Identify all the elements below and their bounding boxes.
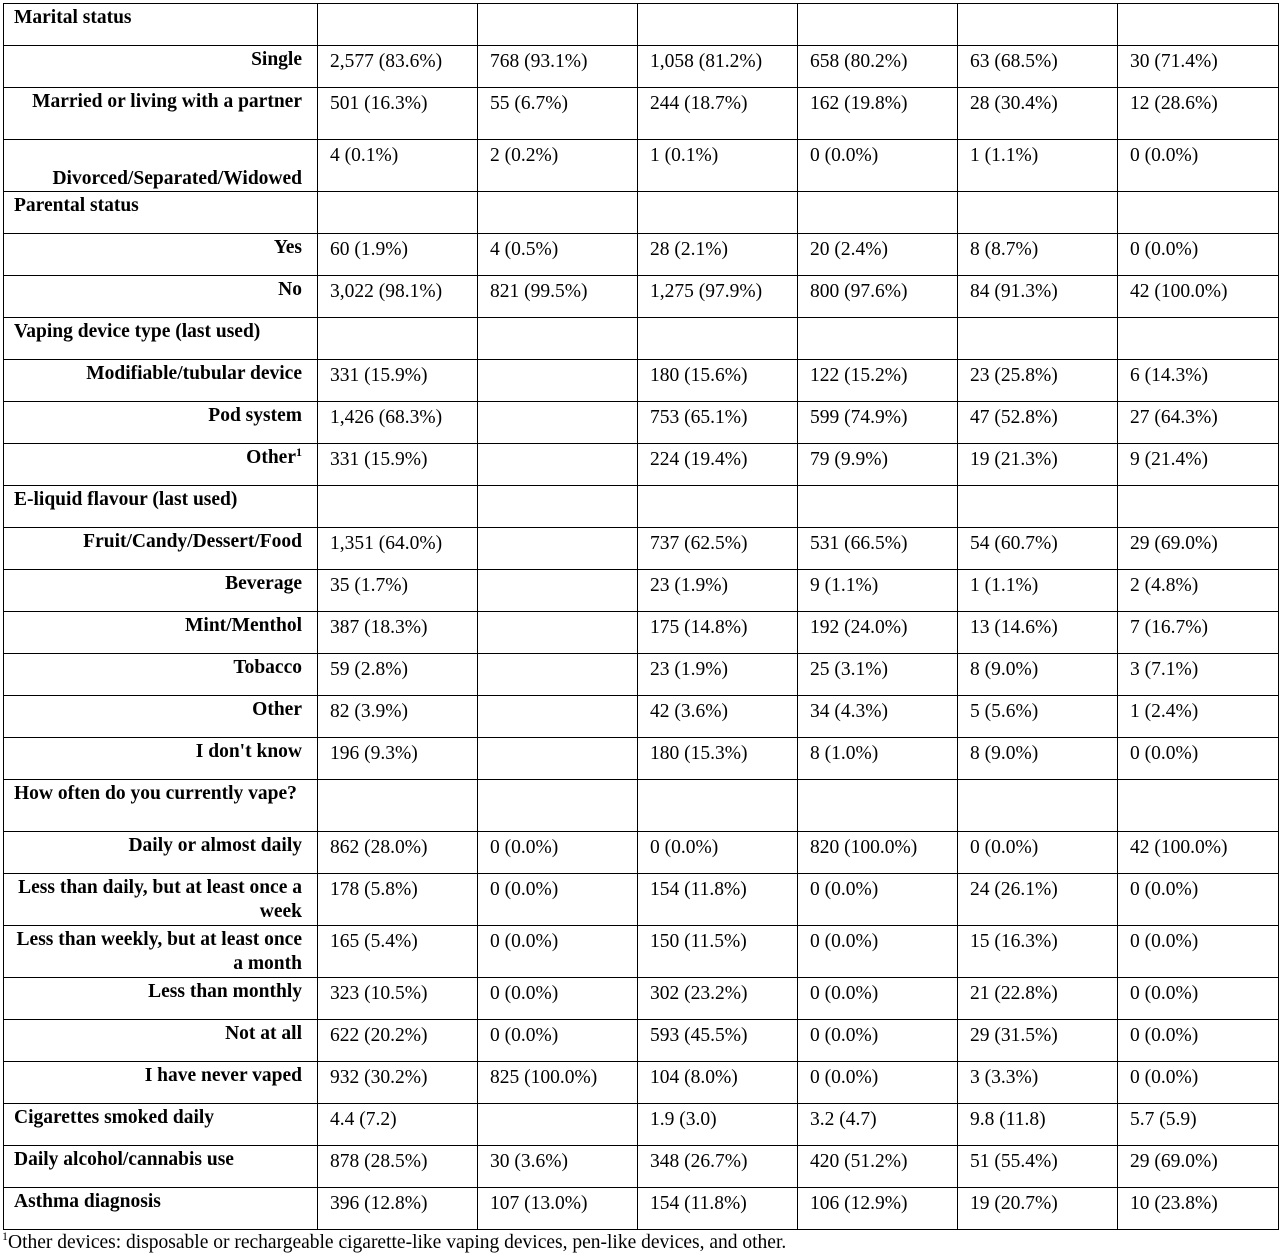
table-cell (638, 318, 798, 360)
table-cell: 35 (1.7%) (318, 570, 478, 612)
row-label-text: E-liquid flavour (last used) (14, 489, 238, 510)
data-table (3, 3, 1279, 1230)
row-label (4, 738, 318, 780)
table-cell: 55 (6.7%) (478, 88, 638, 140)
table-cell: 0 (0.0%) (1118, 140, 1279, 192)
table-cell (318, 486, 478, 528)
table-cell (798, 318, 958, 360)
table-cell: 0 (0.0%) (1118, 1062, 1279, 1104)
footnote-reference: 1 (296, 445, 302, 459)
row-label-text: Married or living with a partner (32, 91, 302, 112)
table-cell (478, 738, 638, 780)
row-label (4, 88, 318, 140)
table-cell: 737 (62.5%) (638, 528, 798, 570)
row-label-text: Yes (273, 237, 302, 258)
table-cell: 0 (0.0%) (1118, 1020, 1279, 1062)
table-row (4, 832, 1279, 874)
table-cell: 104 (8.0%) (638, 1062, 798, 1104)
row-label (4, 696, 318, 738)
row-label (4, 4, 318, 46)
table-cell: 501 (16.3%) (318, 88, 478, 140)
row-label-text: How often do you currently vape? (14, 783, 297, 804)
row-label (4, 192, 318, 234)
table-cell: 19 (20.7%) (958, 1188, 1118, 1230)
table-cell: 331 (15.9%) (318, 360, 478, 402)
table-cell: 9 (21.4%) (1118, 444, 1279, 486)
table-cell (478, 402, 638, 444)
table-cell: 244 (18.7%) (638, 88, 798, 140)
table-cell (478, 528, 638, 570)
table-cell: 1,275 (97.9%) (638, 276, 798, 318)
table-cell: 4 (0.1%) (318, 140, 478, 192)
table-cell: 29 (31.5%) (958, 1020, 1118, 1062)
table-cell: 178 (5.8%) (318, 874, 478, 926)
table-cell: 4.4 (7.2) (318, 1104, 478, 1146)
table-cell (318, 4, 478, 46)
table-cell (478, 780, 638, 832)
row-label (4, 1062, 318, 1104)
table-cell: 821 (99.5%) (478, 276, 638, 318)
row-label (4, 874, 318, 926)
table-cell (798, 780, 958, 832)
table-cell: 1,058 (81.2%) (638, 46, 798, 88)
table-cell: 63 (68.5%) (958, 46, 1118, 88)
table-cell: 862 (28.0%) (318, 832, 478, 874)
row-label (4, 528, 318, 570)
table-cell: 30 (71.4%) (1118, 46, 1279, 88)
row-label (4, 486, 318, 528)
table-cell: 1 (2.4%) (1118, 696, 1279, 738)
row-label-text: Divorced/Separated/Widowed (52, 168, 302, 189)
table-cell (1118, 318, 1279, 360)
table-cell: 10 (23.8%) (1118, 1188, 1279, 1230)
row-label-text: Fruit/Candy/Dessert/Food (83, 531, 302, 552)
table-row (4, 696, 1279, 738)
table-cell: 180 (15.6%) (638, 360, 798, 402)
table-row (4, 654, 1279, 696)
table-cell: 0 (0.0%) (1118, 234, 1279, 276)
table-cell (478, 192, 638, 234)
table-cell: 0 (0.0%) (798, 978, 958, 1020)
table-cell: 323 (10.5%) (318, 978, 478, 1020)
table-cell (318, 318, 478, 360)
table-cell: 0 (0.0%) (798, 874, 958, 926)
table-cell: 1 (1.1%) (958, 140, 1118, 192)
table-cell (798, 486, 958, 528)
row-label (4, 1146, 318, 1188)
table-cell: 0 (0.0%) (798, 1062, 958, 1104)
row-label (4, 444, 318, 486)
table-cell: 42 (100.0%) (1118, 276, 1279, 318)
table-cell: 42 (3.6%) (638, 696, 798, 738)
table-cell (478, 444, 638, 486)
row-label (4, 570, 318, 612)
table-cell: 162 (19.8%) (798, 88, 958, 140)
table-cell: 2 (0.2%) (478, 140, 638, 192)
table-cell (958, 318, 1118, 360)
table-cell: 180 (15.3%) (638, 738, 798, 780)
row-label-text: Tobacco (233, 657, 302, 678)
row-label (4, 978, 318, 1020)
table-row (4, 528, 1279, 570)
table-cell: 29 (69.0%) (1118, 528, 1279, 570)
table-cell: 23 (25.8%) (958, 360, 1118, 402)
row-label (4, 1188, 318, 1230)
row-label-text: Marital status (14, 7, 132, 28)
row-label-text: Modifiable/tubular device (86, 363, 302, 384)
table-cell: 0 (0.0%) (478, 926, 638, 978)
table-section-row (4, 1104, 1279, 1146)
table-cell: 2,577 (83.6%) (318, 46, 478, 88)
table-cell: 27 (64.3%) (1118, 402, 1279, 444)
table-cell: 0 (0.0%) (478, 1020, 638, 1062)
table-row (4, 1062, 1279, 1104)
table-cell: 932 (30.2%) (318, 1062, 478, 1104)
table-cell: 768 (93.1%) (478, 46, 638, 88)
table-cell: 175 (14.8%) (638, 612, 798, 654)
row-label (4, 46, 318, 88)
row-label-text: I have never vaped (144, 1065, 302, 1086)
table-cell (478, 486, 638, 528)
table-cell: 6 (14.3%) (1118, 360, 1279, 402)
table-section-row (4, 318, 1279, 360)
table-section-row (4, 780, 1279, 832)
table-cell: 9 (1.1%) (798, 570, 958, 612)
table-row (4, 234, 1279, 276)
row-label-text: Single (251, 49, 302, 70)
table-cell (638, 4, 798, 46)
table-cell: 28 (2.1%) (638, 234, 798, 276)
row-label-text: Pod system (208, 405, 302, 426)
table-cell: 23 (1.9%) (638, 570, 798, 612)
table-cell (1118, 486, 1279, 528)
row-label-text: Other (246, 447, 296, 468)
table-cell: 531 (66.5%) (798, 528, 958, 570)
table-cell: 224 (19.4%) (638, 444, 798, 486)
table-cell: 24 (26.1%) (958, 874, 1118, 926)
table-section-row (4, 1146, 1279, 1188)
table-cell: 3 (3.3%) (958, 1062, 1118, 1104)
row-label (4, 234, 318, 276)
table-cell: 7 (16.7%) (1118, 612, 1279, 654)
table-cell: 0 (0.0%) (478, 874, 638, 926)
table-cell (478, 360, 638, 402)
table-cell: 8 (9.0%) (958, 738, 1118, 780)
row-label-text: Daily or almost daily (128, 835, 302, 856)
table-cell (958, 780, 1118, 832)
row-label-text: Vaping device type (last used) (14, 321, 261, 342)
table-row (4, 1020, 1279, 1062)
table-cell: 622 (20.2%) (318, 1020, 478, 1062)
table-cell: 192 (24.0%) (798, 612, 958, 654)
table-cell (798, 192, 958, 234)
table-cell: 0 (0.0%) (958, 832, 1118, 874)
table-cell: 20 (2.4%) (798, 234, 958, 276)
table-cell: 387 (18.3%) (318, 612, 478, 654)
table-row (4, 444, 1279, 486)
row-label-text: Less than weekly, but at least once a month (16, 929, 302, 974)
table-cell (638, 486, 798, 528)
table-cell: 122 (15.2%) (798, 360, 958, 402)
table-cell (478, 654, 638, 696)
row-label-text: Cigarettes smoked daily (14, 1107, 215, 1128)
table-cell: 13 (14.6%) (958, 612, 1118, 654)
table-cell: 396 (12.8%) (318, 1188, 478, 1230)
table-cell (1118, 192, 1279, 234)
table-cell (798, 4, 958, 46)
row-label (4, 360, 318, 402)
table-cell: 9.8 (11.8) (958, 1104, 1118, 1146)
table-cell (478, 612, 638, 654)
table-row (4, 926, 1279, 978)
table-cell (318, 192, 478, 234)
table-cell (958, 486, 1118, 528)
table-cell: 658 (80.2%) (798, 46, 958, 88)
table-cell: 165 (5.4%) (318, 926, 478, 978)
row-label (4, 780, 318, 832)
table-cell: 800 (97.6%) (798, 276, 958, 318)
table-cell: 12 (28.6%) (1118, 88, 1279, 140)
table-cell: 348 (26.7%) (638, 1146, 798, 1188)
table-cell: 15 (16.3%) (958, 926, 1118, 978)
table-cell: 54 (60.7%) (958, 528, 1118, 570)
table-cell: 82 (3.9%) (318, 696, 478, 738)
table-section-row (4, 4, 1279, 46)
table-cell: 51 (55.4%) (958, 1146, 1118, 1188)
table-cell: 8 (1.0%) (798, 738, 958, 780)
row-label-text: Mint/Menthol (185, 615, 302, 636)
table-cell: 420 (51.2%) (798, 1146, 958, 1188)
table-cell: 0 (0.0%) (478, 978, 638, 1020)
row-label (4, 926, 318, 978)
table-cell: 1,351 (64.0%) (318, 528, 478, 570)
row-label-text: Daily alcohol/cannabis use (14, 1149, 234, 1170)
table-cell (958, 192, 1118, 234)
table-cell: 5.7 (5.9) (1118, 1104, 1279, 1146)
row-label (4, 140, 318, 192)
row-label (4, 318, 318, 360)
table-row (4, 140, 1279, 192)
table-cell: 154 (11.8%) (638, 1188, 798, 1230)
table-cell (1118, 780, 1279, 832)
table-cell: 60 (1.9%) (318, 234, 478, 276)
table-cell: 8 (8.7%) (958, 234, 1118, 276)
table-cell: 34 (4.3%) (798, 696, 958, 738)
table-cell: 30 (3.6%) (478, 1146, 638, 1188)
row-label-text: Other (252, 699, 302, 720)
table-cell (958, 4, 1118, 46)
table-cell: 878 (28.5%) (318, 1146, 478, 1188)
table-section-row (4, 192, 1279, 234)
table-cell: 106 (12.9%) (798, 1188, 958, 1230)
row-label (4, 654, 318, 696)
table-row (4, 874, 1279, 926)
table-cell: 1,426 (68.3%) (318, 402, 478, 444)
table-row (4, 612, 1279, 654)
table-section-row (4, 1188, 1279, 1230)
row-label (4, 1020, 318, 1062)
table-cell: 84 (91.3%) (958, 276, 1118, 318)
table-cell: 4 (0.5%) (478, 234, 638, 276)
table-cell: 42 (100.0%) (1118, 832, 1279, 874)
table-cell (318, 780, 478, 832)
table-cell: 753 (65.1%) (638, 402, 798, 444)
row-label (4, 276, 318, 318)
table-cell: 302 (23.2%) (638, 978, 798, 1020)
row-label-text: Less than daily, but at least once a week (18, 877, 302, 922)
table-cell (478, 1104, 638, 1146)
row-label-text: Less than monthly (148, 981, 302, 1002)
table-cell (638, 192, 798, 234)
table-cell (478, 570, 638, 612)
footnote (2, 1231, 786, 1255)
table-cell: 2 (4.8%) (1118, 570, 1279, 612)
table-cell: 1 (0.1%) (638, 140, 798, 192)
row-label (4, 612, 318, 654)
table-cell: 107 (13.0%) (478, 1188, 638, 1230)
table-row (4, 276, 1279, 318)
table-cell: 0 (0.0%) (478, 832, 638, 874)
table-cell: 28 (30.4%) (958, 88, 1118, 140)
table-row (4, 88, 1279, 140)
table-cell: 593 (45.5%) (638, 1020, 798, 1062)
table-cell: 3.2 (4.7) (798, 1104, 958, 1146)
table-cell: 79 (9.9%) (798, 444, 958, 486)
table-row (4, 978, 1279, 1020)
table-cell: 8 (9.0%) (958, 654, 1118, 696)
table-cell: 0 (0.0%) (798, 926, 958, 978)
table-body (4, 4, 1279, 1230)
table-cell: 29 (69.0%) (1118, 1146, 1279, 1188)
table-row (4, 46, 1279, 88)
footnote-marker: 1 (2, 1229, 8, 1243)
row-label (4, 1104, 318, 1146)
table-cell: 0 (0.0%) (798, 1020, 958, 1062)
table-cell: 196 (9.3%) (318, 738, 478, 780)
row-label-text: No (278, 279, 302, 300)
row-label-text: Not at all (225, 1023, 302, 1044)
table-cell: 3 (7.1%) (1118, 654, 1279, 696)
table-cell: 0 (0.0%) (1118, 978, 1279, 1020)
table-row (4, 738, 1279, 780)
table-cell (478, 4, 638, 46)
table-cell (1118, 4, 1279, 46)
table-cell: 154 (11.8%) (638, 874, 798, 926)
table-cell: 825 (100.0%) (478, 1062, 638, 1104)
table-cell: 0 (0.0%) (1118, 738, 1279, 780)
table-cell: 3,022 (98.1%) (318, 276, 478, 318)
table-cell: 150 (11.5%) (638, 926, 798, 978)
table-row (4, 570, 1279, 612)
table-cell: 5 (5.6%) (958, 696, 1118, 738)
table-cell (638, 780, 798, 832)
table-cell: 21 (22.8%) (958, 978, 1118, 1020)
table-row (4, 360, 1279, 402)
table-cell: 599 (74.9%) (798, 402, 958, 444)
table-cell: 25 (3.1%) (798, 654, 958, 696)
table-cell: 0 (0.0%) (1118, 874, 1279, 926)
row-label-text: I don't know (195, 741, 302, 762)
table-cell: 0 (0.0%) (638, 832, 798, 874)
table-cell (478, 318, 638, 360)
footnote-text: Other devices: disposable or rechargeable cigarette-like vaping devices, pen-like devices, and other. (8, 1232, 787, 1253)
row-label-text: Beverage (225, 573, 302, 594)
row-label (4, 832, 318, 874)
table-cell: 820 (100.0%) (798, 832, 958, 874)
table-cell: 19 (21.3%) (958, 444, 1118, 486)
table-cell: 23 (1.9%) (638, 654, 798, 696)
table-cell: 1.9 (3.0) (638, 1104, 798, 1146)
table-cell: 0 (0.0%) (1118, 926, 1279, 978)
table-section-row (4, 486, 1279, 528)
table-cell: 47 (52.8%) (958, 402, 1118, 444)
row-label-text: Asthma diagnosis (14, 1191, 161, 1212)
table-cell: 0 (0.0%) (798, 140, 958, 192)
table-cell: 331 (15.9%) (318, 444, 478, 486)
table-row (4, 402, 1279, 444)
table-cell: 1 (1.1%) (958, 570, 1118, 612)
row-label (4, 402, 318, 444)
table-cell: 59 (2.8%) (318, 654, 478, 696)
table-cell (478, 696, 638, 738)
row-label-text: Parental status (14, 195, 139, 216)
